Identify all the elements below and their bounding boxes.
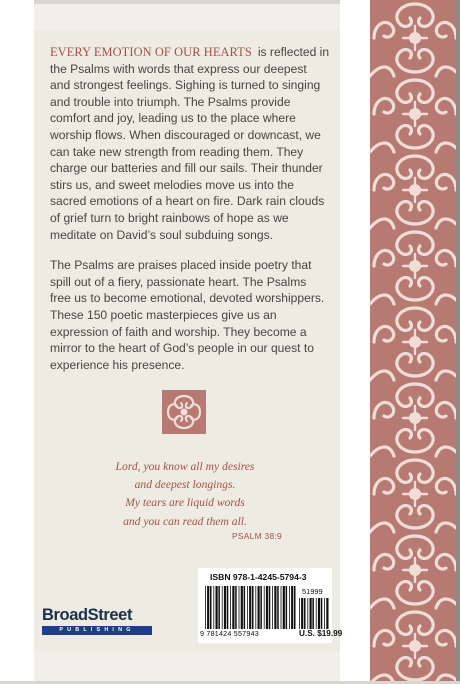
publisher-logo — [42, 606, 154, 635]
ornament-emblem-icon — [162, 390, 206, 434]
barcode-digits: 9 781424 557943 — [200, 629, 259, 638]
publisher-subtitle: PUBLISHING — [42, 626, 152, 635]
quote-line-2: and deepest longings. — [134, 478, 236, 492]
left-margin — [0, 0, 34, 684]
scripture-reference: PSALM 38:9 — [231, 531, 282, 541]
quote-line-3: My tears are liquid words — [125, 496, 245, 510]
ornament-pattern-graphic — [370, 0, 460, 684]
scripture-quote — [100, 458, 270, 531]
lead-in-caps: EVERY EMOTION OF OUR HEARTS — [50, 45, 252, 59]
decorative-pattern-strip — [370, 0, 460, 684]
description-text — [50, 44, 330, 387]
retail-price: U.S. $19.99 — [299, 629, 343, 638]
barcode-panel — [198, 568, 343, 643]
price-code: 51999 — [302, 587, 323, 596]
publisher-name: BroadStreet — [42, 606, 133, 624]
quote-line-1: Lord, you know all my desires — [115, 460, 255, 473]
quote-line-4: and you can read them all. — [123, 514, 247, 528]
ean-barcode — [205, 586, 297, 629]
paragraph-1 — [50, 44, 330, 243]
paragraph-1-text: is reflected in the Psalms with words that express our deepest and strongest feelings. Sighing is turned to singing and trouble into triumph. The Psalms provide comfort and joy, leading us to the place where worship flows. When discouraged or downcast, we can take new strength from reading them. They charge our batteries and fill our sails. Their thunder stirs us, and sweet melodies move us into the sacred emotions of a heart on fire. Dark rain clouds of grief turn to bright rainbows of hope as we meditate on David’s soul subduing songs. — [50, 45, 330, 242]
right-border — [456, 0, 460, 684]
paragraph-2: The Psalms are praises placed inside poetry that spill out of a fiery, passionate heart. The Psalms free us to become emotional, devoted worshippers. These 150 poetic masterpieces give us an expression of faith and worship. They become a mirror to the heart of God’s people in our quest to experience his presence. — [50, 258, 325, 372]
isbn-number: ISBN 978-1-4245-5794-3 — [210, 572, 307, 582]
pattern-gap — [340, 0, 370, 684]
price-barcode — [299, 598, 329, 629]
